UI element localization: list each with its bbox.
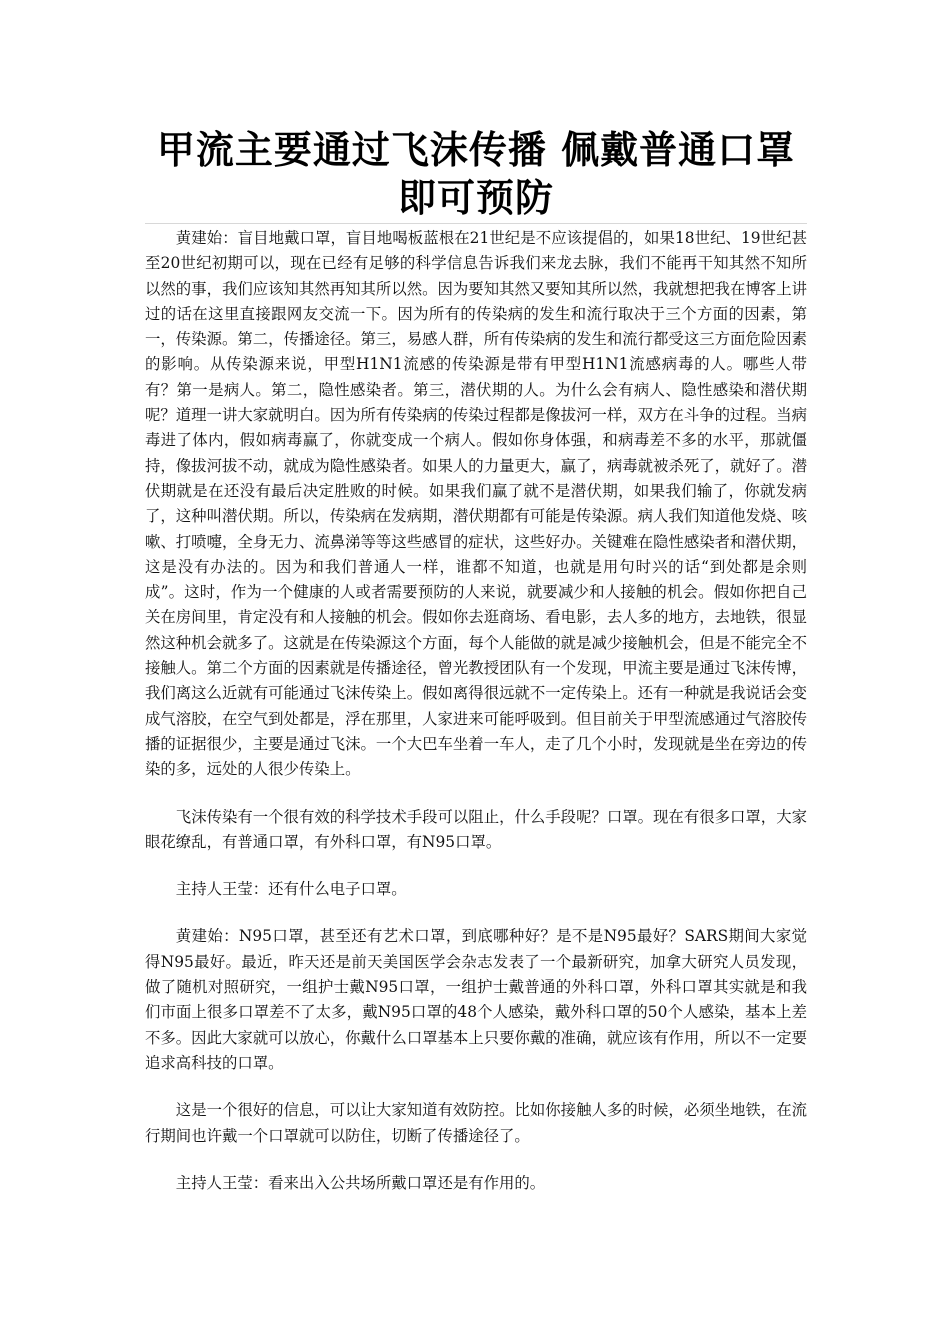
- paragraph-1: 黄建始：盲目地戴口罩，盲目地喝板蓝根在21世纪是不应该提倡的，如果18世纪、19世纪甚至20世纪初期可以，现在已经有足够的科学信息告诉我们来龙去脉，我们不能再干知其然不知所以然的事，我们应该知其然再知其所以然。因为要知其然又要知其所以然，我就想把我在博客上讲过的话在这里直接跟网友交流一下。因为所有的传染病的发生和流行取决于三个方面的因素，第一，传染源。第二，传播途径。第三，易感人群，所有传染病的发生和流行都受这三方面危险因素的影响。从传染源来说，甲型H1N1流感的传染源是带有甲型H1N1流感病毒的人。哪些人带有？第一是病人。第二，隐性感染者。第三，潜伏期的人。为什么会有病人、隐性感染和潜伏期呢？道理一讲大家就明白。因为所有传染病的传染过程都是像拔河一样，双方在斗争的过程。当病毒进了体内，假如病毒赢了，你就变成一个病人。假如你身体强，和病毒差不多的水平，那就僵持，像拔河拔不动，就成为隐性感染者。如果人的力量更大，赢了，病毒就被杀死了，就好了。潜伏期就是在还没有最后决定胜败的时候。如果我们赢了就不是潜伏期，如果我们输了，你就发病了，这种叫潜伏期。所以，传染病在发病期，潜伏期都有可能是传染源。病人我们知道他发烧、咳嗽、打喷嚏，全身无力、流鼻涕等等这些感冒的症状，这些好办。关键难在隐性感染者和潜伏期，这是没有办法的。因为和我们普通人一样，谁都不知道，也就是用句时兴的话“到处都是余则成”。这时，作为一个健康的人或者需要预防的人来说，就要减少和人接触的机会。假如你把自己关在房间里，肯定没有和人接触的机会。假如你去逛商场、看电影，去人多的地方，去地铁，很显然这种机会就多了。这就是在传染源这个方面，每个人能做的就是减少接触机会，但是不能完全不接触人。第二个方面的因素就是传播途径，曾光教授团队有一个发现，甲流主要是通过飞沫传博，我们离这么近就有可能通过飞沫传染上。假如离得很远就不一定传染上。还有一种就是我说话会变成气溶胶，在空气到处都是，浮在那里，人家进来可能呼吸到。但目前关于甲型流感通过气溶胶传播的证据很少，主要是通过飞沫。一个大巴车坐着一车人，走了几个小时，发现就是坐在旁边的传染的多，远处的人很少传染上。: [145, 229, 807, 779]
- paragraph-3: 主持人王莹：还有什么电子口罩。: [175, 880, 407, 899]
- title-divider: [145, 223, 807, 224]
- paragraph-6: 主持人王莹：看来出入公共场所戴口罩还是有作用的。: [175, 1173, 546, 1192]
- paragraph-5: 这是一个很好的信息，可以让大家知道有效防控。比如你接触人多的时候，必须坐地铁，在流行期间也许戴一个口罩就可以防住，切断了传播途径了。: [145, 1101, 807, 1145]
- paragraph-2: 飞沫传染有一个很有效的科学技术手段可以阻止，什么手段呢？口罩。现在有很多口罩，大家眼花缭乱，有普通口罩，有外科口罩，有N95口罩。: [145, 807, 807, 851]
- paragraph-4: 黄建始：N95口罩，甚至还有艺术口罩，到底哪种好？是不是N95最好？SARS期间大家觉得N95最好。最近，昨天还是前天美国医学会杂志发表了一个最新研究，加拿大研究人员发现，做了随机对照研究，一组护士戴N95口罩，一组护士戴普通的外科口罩，外科口罩其实就是和我们市面上很多口罩差不了太多，戴N95口罩的48个人感染，戴外科口罩的50个人感染，基本上差不多。因此大家就可以放心，你戴什么口罩基本上只要你戴的准确，就应该有作用，所以不一定要追求高科技的口罩。: [145, 927, 807, 1072]
- article-title: 甲流主要通过飞沫传播 佩戴普通口罩即可预防: [156, 128, 796, 220]
- article-body: [145, 226, 807, 1218]
